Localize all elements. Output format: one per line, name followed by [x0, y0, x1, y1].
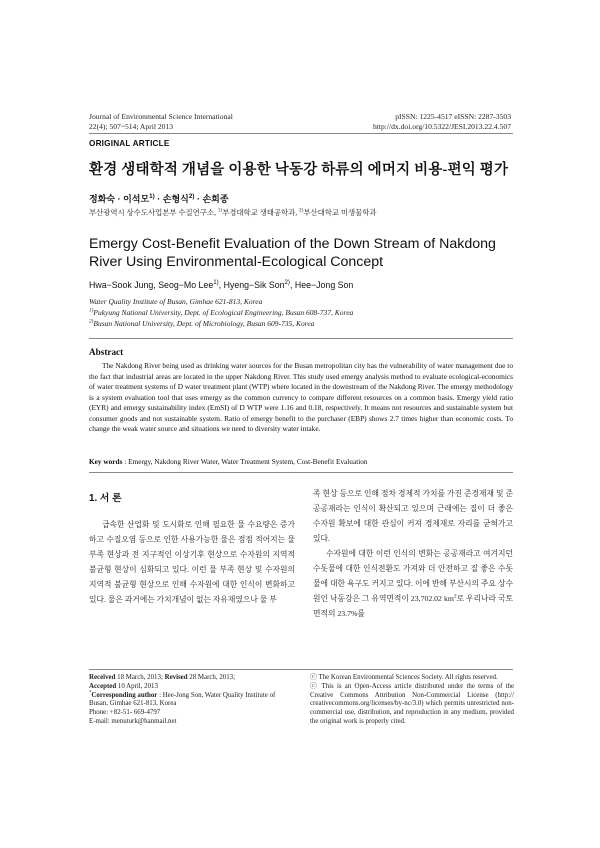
english-authors: Hwa−Sook Jung, Seog−Mo Lee$^{1)}$, Hyeng−Sik Son$^{2)}$, Hee−Jong Son	[89, 279, 354, 290]
body-paragraph: 족 현상 등으로 인해 점차 경제적 가치를 가진 준경제재 및 준공공재라는 인식이 확산되고 있으며 근래에는 질이 더 좋은 수자원 확보에 대한 관심이 커져 경제재로 자리를 굳혀가고 있다.	[313, 489, 513, 543]
journal-header-left	[89, 112, 233, 132]
keywords-list: : Emergy, Nakdong River Water, Water Treatment System, Cost-Benefit Evaluation	[122, 457, 368, 466]
keywords	[89, 457, 513, 466]
abstract-body: The Nakdong River being used as drinking water sources for the Busan metropolitan city has the vulnerability of water management due to the fact that industrial areas are located in the upper Nakdong River. This study used emergy analysis method to evaluate ecological-economics of water treatment systems of D water treatment plant (WTP) where located in the downstream of the Nakdong River. The emergy methodology is a system evaluation tool that uses emergy as the common currency to compare different resources on a common basis. Emergy yield ratio (EYR) and emergy sustainability index (EmSI) of D WTP were 1.16 and 0.18, respectively. It means not resources and sustainable system but consumer goods and not sustainable system. Ratio of emergy benefit to the purchaser (EBP) shows 2.7 times higher than economic costs. To change the weak water source and situations we need to diversity water intake.	[89, 361, 513, 434]
journal-name: Journal of Environmental Science International	[89, 112, 233, 121]
english-affiliations	[89, 296, 353, 330]
english-title: Emergy Cost-Benefit Evaluation of the Down Stream of Nakdong River Using Environmental-Ecological Concept	[89, 236, 496, 270]
section-heading: 1. 서 론	[89, 493, 122, 504]
header-divider	[89, 133, 513, 134]
affiliation-2: $^{2)}$Busan National University, Dept. of Microbiology, Busan 609-735, Korea	[89, 318, 315, 329]
footer-divider	[89, 669, 513, 670]
body-paragraph: 수자원에 대한 이런 인식의 변화는 공공재라고 여겨지던 수돗물에 대한 인식전환도 가져와 더 안전하고 질 좋은 수돗물에 대한 욕구도 커지고 있다. 이에 반해 부산시의 주요 상수원인 낙동강은 그 유역면적이 23,702.02 $km^2$로 우리나라 국토면적의 23.7%를	[313, 549, 513, 618]
doi-link[interactable]: http://dx.doi.org/10.5322/JESI.2013.22.4.507	[372, 122, 511, 131]
abstract-bottom-divider	[89, 472, 513, 473]
footer-article-info: Received 18 March, 2013; Revised 28 March, 2013; Accepted 10 April, 2013 *Corresponding author : Hee-Jong Son, Water Quality Institute of Busan, Gimhae 621-813, Korea Phone: +82-51- 669-4797 E-mail: menuturk@hanmail.net	[89, 674, 276, 725]
korean-authors: 정화숙 · 이석모$^{1)}$ · 손형식$^{2)}$ · 손희종	[89, 193, 229, 204]
korean-affiliation: 부산광역시 상수도사업본부 수질연구소, $^{1)}$부경대학교 생태공학과, $^{2)}$부산대학교 미생물학과	[89, 207, 377, 217]
korean-title: 환경 생태학적 개념을 이용한 낙동강 하류의 에머지 비용-편익 평가	[89, 162, 509, 178]
abstract-top-divider	[89, 338, 513, 339]
abstract-heading: Abstract	[89, 347, 124, 357]
journal-header-right	[373, 112, 511, 132]
affiliation-1: $^{1)}$Pukyung National University, Dept. of Ecological Engineering, Busan 608-737, Korea	[89, 307, 354, 318]
keywords-label: Key words	[89, 457, 123, 466]
body-left-column: 급속한 산업화 및 도시화로 인해 필요한 물 수요량은 증가하고 수질오염 등으로 인한 사용가능한 물은 점점 적어지는 물 부족 현상과 전 지구적인 이상기후 현상으로 수자원의 지역적 불균형 현상이 심화되고 있다. 이런 물 부족 현상 및 수자원의 지역적 불균형 현상으로 인해 수자원에 대한 인식이 변화하고 있다. 물은 과거에는 가치개념이 없는 자유재였으나 물 부	[89, 520, 295, 604]
article-type: ORIGINAL ARTICLE	[89, 139, 170, 148]
footer-copyright: ⓒ The Korean Environmental Sciences Society. All rights reserved. ⓒ This is an Open-Access article distributed under the terms of the Creative Commons Attribution Non-Commercial License (http:// creativecommons.org/licenses/by-nc/3.0) which permits unrestricted non-commercial use, distribution, and reproduction in any medium, provided the original work is properly cited.	[310, 674, 514, 725]
issn: pISSN: 1225-4517 eISSN: 2287-3503	[395, 112, 511, 121]
journal-volume: 22(4); 507~514; April 2013	[89, 122, 174, 131]
affiliation-0: Water Quality Institute of Busan, Gimhae 621-813, Korea	[89, 297, 263, 306]
body-right-column	[313, 486, 513, 621]
